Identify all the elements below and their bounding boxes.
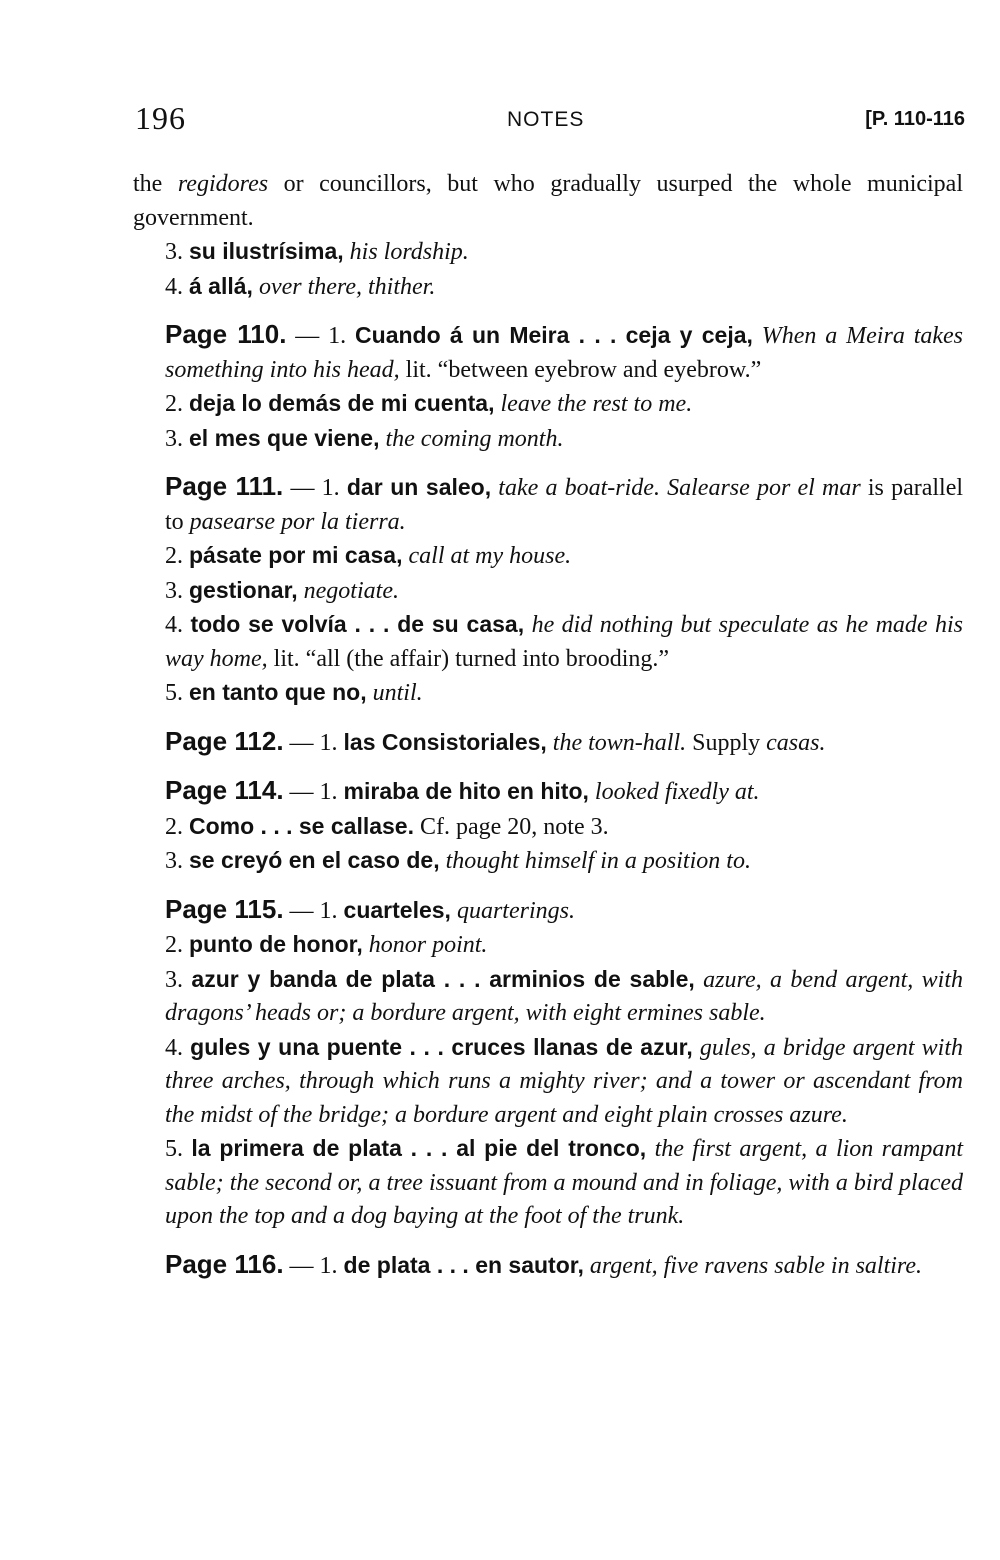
spanish-phrase: Cuando á un Meira . . . ceja y ceja, bbox=[355, 322, 753, 348]
note-text: 2. bbox=[165, 932, 189, 958]
note-text: 4. bbox=[165, 273, 189, 300]
spanish-phrase: las Consistoriales, bbox=[343, 728, 547, 755]
note-text bbox=[753, 323, 762, 349]
note-text: 2. bbox=[165, 813, 189, 840]
page-label: Page 114. bbox=[165, 775, 284, 805]
spanish-phrase: su ilustrísima, bbox=[189, 238, 344, 264]
spanish-phrase: el mes que viene, bbox=[189, 424, 380, 451]
translation: call at my house. bbox=[408, 543, 572, 569]
note-entry bbox=[133, 810, 963, 845]
translation: over there, thither. bbox=[258, 273, 436, 300]
note-text bbox=[646, 1136, 654, 1162]
translation: azure, a bend argent, with dragons’ heads or; a bordure argent, with eight ermines sable. bbox=[165, 966, 963, 1026]
note-entry bbox=[133, 387, 963, 422]
note-entry bbox=[133, 608, 963, 676]
page-note-heading bbox=[133, 318, 963, 387]
note-text: 2. bbox=[165, 543, 189, 569]
note-text: — 1. bbox=[283, 1252, 344, 1279]
spanish-phrase: á allá, bbox=[189, 272, 253, 299]
note-text: 3. bbox=[165, 425, 189, 452]
page-note-heading bbox=[133, 1248, 963, 1284]
spanish-phrase: cuarteles, bbox=[343, 896, 451, 923]
note-text: 3. bbox=[165, 966, 192, 993]
translation: negotiate. bbox=[303, 577, 399, 604]
note-entry bbox=[133, 676, 963, 711]
note-entry bbox=[133, 574, 963, 609]
spanish-phrase: la primera de plata . . . al pie del tronco, bbox=[191, 1135, 647, 1161]
page-label: Page 116. bbox=[165, 1248, 284, 1279]
note-entry bbox=[133, 844, 963, 879]
note-text: Cf. page 20, note 3. bbox=[414, 813, 609, 840]
translation: looked fixedly at. bbox=[594, 779, 760, 805]
translation: the first argent, a lion rampant sable; the second or, a tree issuant from a mound and in foliage, with a bird placed upon the top and a dog baying at the foot of the trunk. bbox=[165, 1136, 964, 1229]
page-note-heading bbox=[133, 774, 963, 810]
spanish-phrase: todo se volvía . . . de su casa, bbox=[190, 611, 525, 637]
spanish-phrase: se creyó en el caso de, bbox=[189, 847, 440, 873]
translation: argent, five ravens sable in saltire. bbox=[589, 1252, 923, 1279]
note-entry bbox=[133, 235, 963, 270]
note-text: — 1. bbox=[283, 897, 344, 924]
note-text: 5. bbox=[165, 1136, 192, 1162]
note-continuation bbox=[133, 168, 963, 235]
running-title: NOTES bbox=[507, 108, 585, 131]
spanish-phrase: dar un saleo, bbox=[346, 474, 492, 500]
page-label: Page 110. bbox=[165, 319, 287, 349]
note-text: lit. “between eyebrow and eyebrow.” bbox=[399, 356, 762, 383]
spanish-phrase: azur y banda de plata . . . arminios de sable, bbox=[191, 965, 695, 992]
note-text: lit. “all (the affair) turned into brooding.” bbox=[267, 645, 670, 672]
note-entry bbox=[133, 539, 963, 574]
spanish-phrase: gules y una puente . . . cruces llanas de azur, bbox=[190, 1033, 693, 1060]
translation: the town-hall. bbox=[552, 729, 687, 756]
note-text: is parallel to bbox=[165, 475, 964, 535]
spanish-phrase: gestionar, bbox=[189, 576, 298, 603]
page-label: Page 111. bbox=[165, 471, 284, 501]
note-entry bbox=[133, 928, 963, 963]
translation: casas. bbox=[766, 729, 826, 756]
translation: the coming month. bbox=[385, 425, 564, 452]
note-text: — 1. bbox=[283, 779, 344, 805]
note-text: the bbox=[133, 171, 178, 197]
note-entry bbox=[133, 270, 963, 305]
page-range-reference: [P. 110-116 bbox=[865, 108, 965, 130]
spanish-phrase: miraba de hito en hito, bbox=[343, 778, 589, 804]
spanish-phrase: pásate por mi casa, bbox=[189, 542, 403, 568]
page-label: Page 115. bbox=[165, 893, 284, 924]
note-text: 5. bbox=[165, 680, 189, 706]
note-text: — 1. bbox=[283, 475, 347, 501]
notes-body bbox=[133, 168, 963, 1283]
translation: his lordship. bbox=[349, 239, 469, 265]
note-text: 2. bbox=[165, 391, 189, 417]
translation: he did nothing but speculate as he made his way home, bbox=[165, 612, 964, 672]
translation: honor point. bbox=[368, 932, 488, 958]
spanish-phrase: Como . . . se callase. bbox=[189, 812, 414, 839]
note-entry bbox=[133, 1031, 963, 1133]
translation: take a boat-ride. Salearse por el mar bbox=[498, 475, 861, 501]
note-text: 3. bbox=[165, 577, 189, 604]
page-note-heading bbox=[133, 470, 963, 539]
translation: gules, a bridge argent with three arches, through which runs a mighty river; and a tower or ascendant from the midst of the bridge; a bordure argent and eight plain crosses azure. bbox=[165, 1034, 964, 1128]
note-entry bbox=[133, 422, 963, 457]
running-header bbox=[135, 100, 965, 140]
note-entry bbox=[133, 963, 963, 1031]
spanish-phrase: deja lo demás de mi cuenta, bbox=[189, 390, 495, 416]
note-text bbox=[695, 967, 703, 993]
note-text bbox=[693, 1035, 700, 1061]
note-text: — 1. bbox=[286, 323, 356, 349]
note-text: 4. bbox=[165, 1034, 191, 1061]
note-text: 4. bbox=[165, 612, 191, 638]
page-label: Page 112. bbox=[165, 725, 284, 756]
spanish-phrase: punto de honor, bbox=[189, 931, 363, 957]
note-text bbox=[524, 612, 531, 638]
translation: When a Meira takes something into his head, bbox=[165, 323, 963, 383]
note-text: or councillors, but who gradually usurped the whole municipal government. bbox=[133, 171, 964, 231]
translation: regidores bbox=[177, 171, 269, 197]
note-text: 3. bbox=[165, 239, 189, 265]
page-number: 196 bbox=[135, 100, 186, 136]
note-text: Supply bbox=[686, 729, 767, 756]
note-entry bbox=[133, 1132, 963, 1234]
spanish-phrase: de plata . . . en sautor, bbox=[343, 1251, 584, 1278]
spanish-phrase: en tanto que no, bbox=[189, 679, 367, 705]
page-note-heading bbox=[133, 725, 963, 761]
translation: until. bbox=[372, 680, 423, 706]
translation: quarterings. bbox=[456, 897, 575, 924]
note-text: 3. bbox=[165, 848, 189, 874]
translation: thought himself in a position to. bbox=[445, 848, 751, 874]
translation: pasearse por la tierra. bbox=[189, 508, 406, 535]
page-note-heading bbox=[133, 893, 963, 929]
translation: leave the rest to me. bbox=[500, 391, 693, 417]
note-text: — 1. bbox=[283, 729, 344, 756]
